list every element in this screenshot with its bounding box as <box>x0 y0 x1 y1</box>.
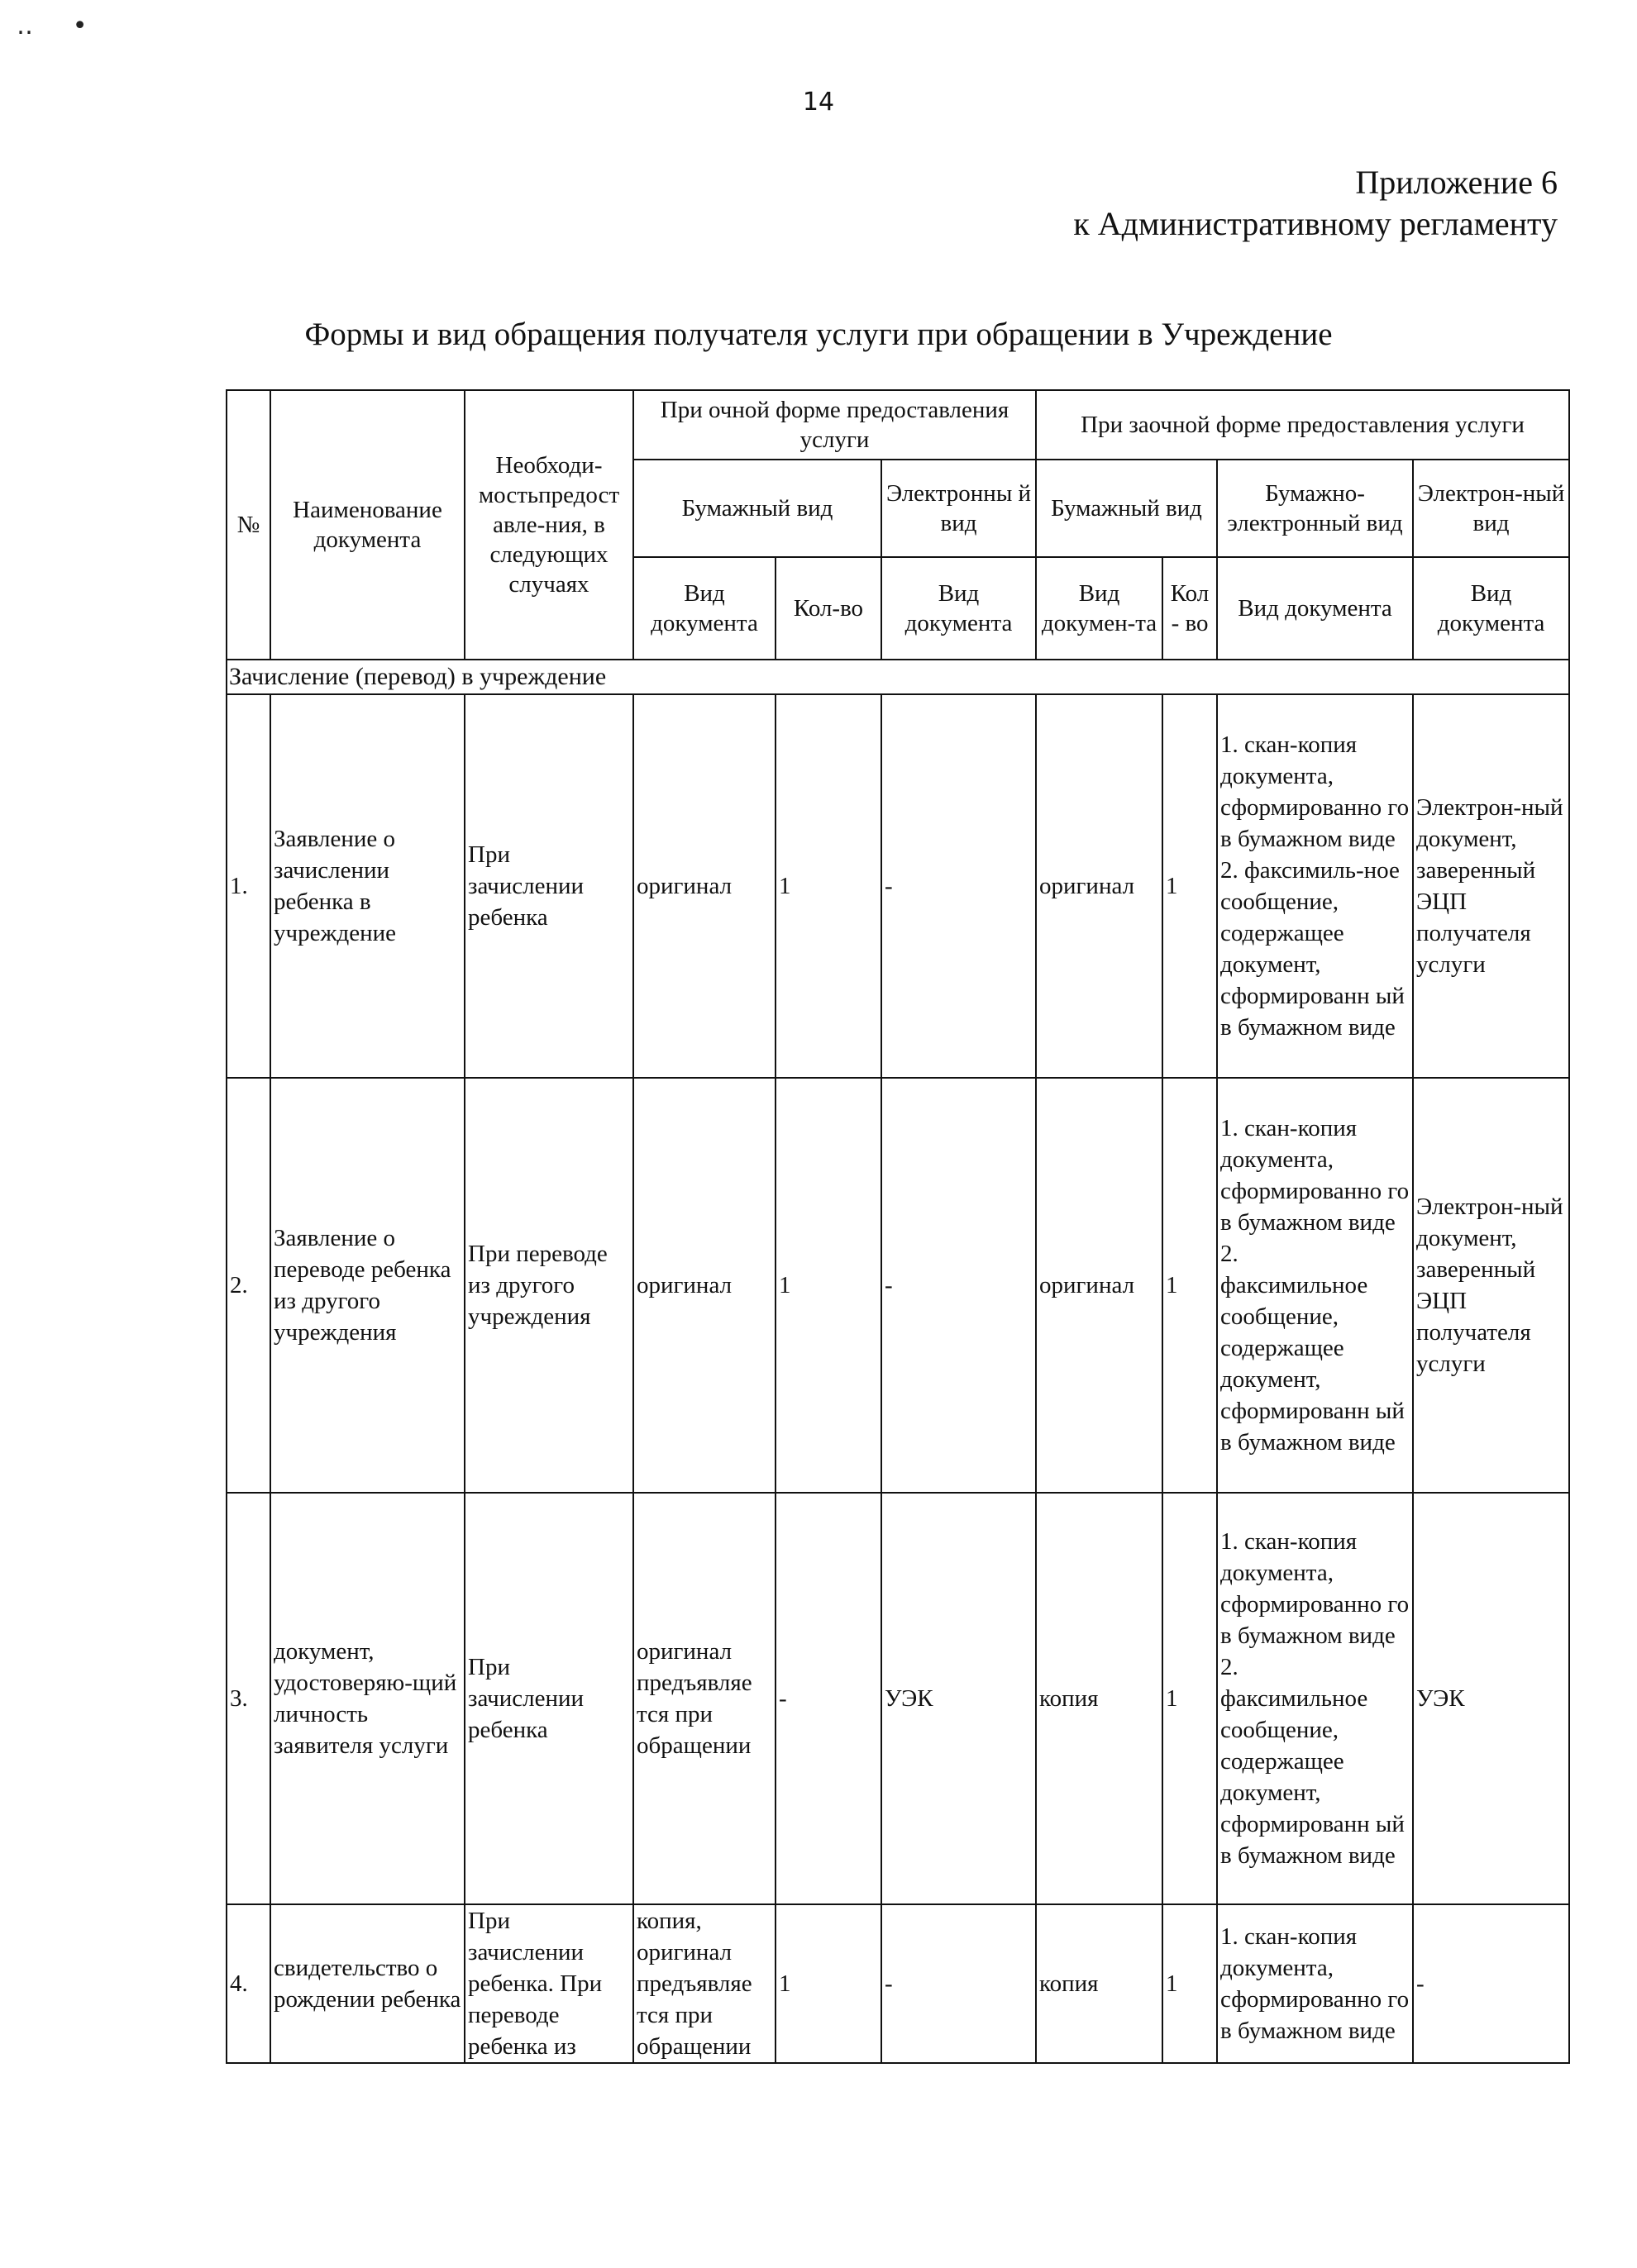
row-remote-paper-type: копия <box>1036 1904 1162 2063</box>
header-doc-type-electronic-remote: Вид документа <box>1413 557 1569 660</box>
row-num: 1. <box>227 694 270 1078</box>
header-paper-remote: Бумажный вид <box>1036 460 1217 557</box>
row-document-name: свидетельство о рождении ребенка <box>270 1904 465 2063</box>
header-electronic-remote: Электрон-ный вид <box>1413 460 1569 557</box>
row-paper-electronic: 1. скан-копия документа, сформированно го в бумажном виде <box>1220 1923 1410 2044</box>
row-remote-paper-type: оригинал <box>1036 694 1162 1078</box>
row-paper-electronic: 1. скан-копия документа, сформированно го в бумажном виде 2. факсимиль-ное сообщение, содержащее документ, сформированн ый в бумажном виде <box>1220 731 1410 1041</box>
row-paper-electronic: 1. скан-копия документа, сформированно го в бумажном виде 2. факсимильное сообщение, содержащее документ, сформированн ый в бумажном виде <box>1220 1115 1410 1456</box>
row-paper-electronic: 1. скан-копия документа, сформированно го в бумажном виде 2. факсимильное сообщение, содержащее документ, сформированн ый в бумажном виде <box>1220 1528 1410 1869</box>
appendix-reference <box>1073 162 1558 245</box>
row-num: 3. <box>227 1493 270 1904</box>
header-doc-type-paper-electronic: Вид документа <box>1217 557 1413 660</box>
row-remote-paper-qty: 1 <box>1162 1493 1217 1904</box>
header-doc-type: Вид документа <box>633 557 776 660</box>
row-necessity: При зачислении ребенка <box>465 1493 633 1904</box>
row-electronic-remote: Электрон-ный документ, заверенный ЭЦП получателя услуги <box>1413 1078 1569 1493</box>
header-num: № <box>227 390 270 660</box>
row-paper-type: копия, оригинал предъявляе тся при обращении <box>633 1904 776 2063</box>
header-qty-remote: Кол - во <box>1162 557 1217 660</box>
row-necessity: При переводе из другого учреждения <box>465 1078 633 1493</box>
row-electronic-remote: УЭК <box>1413 1493 1569 1904</box>
row-remote-paper-type: копия <box>1036 1493 1162 1904</box>
header-qty: Кол-во <box>776 557 881 660</box>
header-doc-type-remote: Вид докумен-та <box>1036 557 1162 660</box>
row-paper-type: оригинал предъявляе тся при обращении <box>633 1493 776 1904</box>
scan-marks: ‥ • <box>17 12 88 40</box>
row-document-name: Заявление о зачислении ребенка в учреждение <box>270 694 465 1078</box>
appendix-line-1: Приложение 6 <box>1355 164 1558 201</box>
page-number: 14 <box>802 88 835 117</box>
row-remote-paper-qty: 1 <box>1162 1078 1217 1493</box>
header-doc-type-electronic: Вид документа <box>881 557 1036 660</box>
row-electronic-remote: - <box>1413 1904 1569 2063</box>
row-electronic-type: - <box>881 694 1036 1078</box>
header-document-name: Наименование документа <box>270 390 465 660</box>
header-remote-form: При заочной форме предоставления услуги <box>1036 390 1569 460</box>
header-in-person-form: При очной форме предоставления услуги <box>633 390 1036 460</box>
row-num: 4. <box>227 1904 270 2063</box>
row-paper-type: оригинал <box>633 1078 776 1493</box>
row-electronic-type: - <box>881 1078 1036 1493</box>
row-electronic-remote: Электрон-ный документ, заверенный ЭЦП получателя услуги <box>1413 694 1569 1078</box>
forms-table <box>226 389 1570 2064</box>
row-remote-paper-qty: 1 <box>1162 694 1217 1078</box>
row-electronic-type: УЭК <box>881 1493 1036 1904</box>
table-row <box>227 1904 1569 2063</box>
table-row <box>227 694 1569 1078</box>
appendix-line-2: к Административному регламенту <box>1073 205 1558 242</box>
row-paper-qty: - <box>776 1493 881 1904</box>
row-necessity: При зачислении ребенка. При переводе ребенка из <box>465 1904 633 2063</box>
row-document-name: Заявление о переводе ребенка из другого учреждения <box>270 1078 465 1493</box>
header-electronic: Электронны й вид <box>881 460 1036 557</box>
header-paper: Бумажный вид <box>633 460 881 557</box>
row-necessity: При зачислении ребенка <box>465 694 633 1078</box>
header-paper-electronic: Бумажно-электронный вид <box>1217 460 1413 557</box>
row-paper-qty: 1 <box>776 1904 881 2063</box>
table-row <box>227 1493 1569 1904</box>
row-paper-qty: 1 <box>776 694 881 1078</box>
table-row <box>227 1078 1569 1493</box>
row-num: 2. <box>227 1078 270 1493</box>
section-title: Зачисление (перевод) в учреждение <box>227 660 1413 694</box>
row-remote-paper-type: оригинал <box>1036 1078 1162 1493</box>
row-paper-type: оригинал <box>633 694 776 1078</box>
row-paper-qty: 1 <box>776 1078 881 1493</box>
header-necessity: Необходи-мостьпредост авле-ния, в следующих случаях <box>465 390 633 660</box>
row-remote-paper-qty: 1 <box>1162 1904 1217 2063</box>
row-electronic-type: - <box>881 1904 1036 2063</box>
document-title: Формы и вид обращения получателя услуги при обращении в Учреждение <box>304 317 1333 352</box>
row-document-name: документ, удостоверяю-щий личность заявителя услуги <box>270 1493 465 1904</box>
